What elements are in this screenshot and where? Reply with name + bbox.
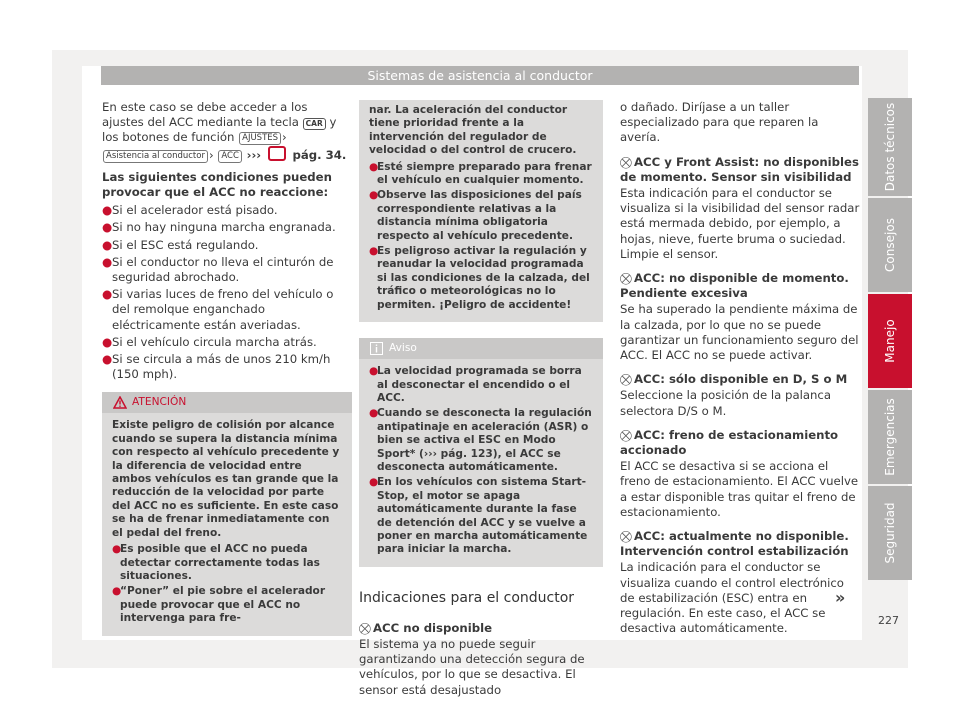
bullet-icon: ●	[369, 476, 379, 489]
tab-seguridad[interactable]: Seguridad	[868, 486, 912, 580]
warning-text: nar. La aceleración del conductor tiene prioridad frente a la intervención del regulador de velocidad o del control de crucero.	[369, 104, 577, 157]
warning-content	[102, 413, 352, 635]
page-number: 227	[878, 614, 899, 627]
warning-label: ATENCIÓN	[132, 396, 187, 409]
notice-header	[359, 338, 603, 359]
tab-datos-tecnicos[interactable]: Datos técnicos	[868, 98, 912, 196]
indication-title: ⛒ ACC: no disponible de momento. Pendiente excesiva	[620, 271, 849, 301]
bullet-icon: ●	[369, 160, 379, 173]
notice-bullet: ● Cuando se desconecta la regulación antipatinaje en aceleración (ASR) o bien se activa el ESC en Modo Sport* (››› pág. 123), el ACC se desconecta automáticamente.	[369, 407, 592, 473]
indication-title: ⛒ ACC y Front Assist: no disponibles de momento. Sensor sin visibilidad	[620, 154, 859, 184]
acc-symbol-icon: ⛒	[620, 529, 632, 544]
column-2	[359, 100, 603, 705]
continue-arrow-icon: »	[835, 588, 846, 607]
indication-title: ⛒ ACC: actualmente no disponible. Intervención control estabilización	[620, 529, 849, 559]
conditions-title: Las siguientes condiciones pueden provocar que el ACC no reaccione:	[102, 169, 332, 200]
notice-label: Aviso	[389, 342, 417, 355]
warning-bullet: ● Observe las disposiciones del país correspondiente relativas a la distancia mínima obligatoria respecto al vehículo precedente.	[369, 189, 582, 242]
indication-title: ⛒ ACC no disponible	[359, 620, 493, 635]
column-3	[620, 100, 860, 644]
list-item: ● Si se circula a más de unos 210 km/h (150 mph).	[102, 352, 331, 382]
key-asistencia: Asistencia al conductor	[103, 150, 208, 163]
tab-manejo[interactable]: Manejo	[868, 294, 912, 388]
notice-content	[359, 359, 603, 567]
notice-bullet: ● La velocidad programada se borra al desconectar el encendido o el ACC.	[369, 365, 582, 404]
warning-triangle-icon	[113, 396, 127, 409]
warning-box-continued	[359, 100, 603, 322]
warning-header	[102, 392, 352, 413]
tab-consejos[interactable]: Consejos	[868, 198, 912, 292]
conditions-list	[102, 203, 352, 382]
key-ajustes: AJUSTES	[239, 132, 281, 145]
indication-text: Esta indicación para el conductor se visualiza si la visibilidad del sensor radar está mermada debido, por ejemplo, a hojas, nieve, fuerte bruma o suciedad. Limpie el sensor.	[620, 186, 860, 261]
bullet-icon: ●	[102, 220, 113, 235]
acc-symbol-icon: ⛒	[620, 271, 632, 286]
bullet-icon: ●	[102, 287, 113, 302]
bullet-icon: ●	[112, 585, 122, 598]
warning-content	[359, 100, 603, 322]
list-item: ● Si varias luces de freno del vehículo o del remolque enganchado eléctricamente están averiadas.	[102, 287, 334, 332]
list-item: ● Si el vehículo circula marcha atrás.	[102, 334, 317, 349]
page-reference[interactable]: pág. 34.	[292, 147, 347, 162]
list-item: ● Si el ESC está regulando.	[102, 237, 259, 252]
bullet-icon: ●	[102, 237, 113, 252]
acc-symbol-icon: ⛒	[620, 154, 632, 169]
warning-bullet: ● Es posible que el ACC no pueda detectar correctamente todas las situaciones.	[112, 543, 320, 582]
bullet-icon: ●	[369, 365, 379, 378]
info-icon	[370, 342, 383, 355]
bullet-icon: ●	[102, 254, 113, 269]
continued-text: o dañado. Diríjase a un taller especializado para que reparen la avería.	[620, 100, 819, 145]
bullet-icon: ●	[369, 407, 379, 420]
warning-bullet: ● Es peligroso activar la regulación y reanudar la velocidad programada si las condiciones de la calzada, del tráfico o meteorológicas no lo permiten. ¡Peligro de accidente!	[369, 245, 590, 311]
indication-text: La indicación para el conductor se visualiza cuando el control electrónico de estabilización (ESC) entra en regulación. En este caso, el ACC se desactiva automáticamente.	[620, 560, 844, 636]
section-title: Indicaciones para el conductor	[359, 589, 575, 606]
indication-text: El sistema ya no puede seguir garantizando una detección segura de vehículos, por lo que se desactiva. El sensor está desajustado	[359, 636, 585, 697]
warning-bullet: ● “Poner” el pie sobre el acelerador puede provocar que el ACC no intervenga para fre-	[112, 585, 326, 625]
acc-symbol-icon: ⛒	[620, 372, 632, 387]
list-item: ● Si el conductor no lleva el cinturón de seguridad abrochado.	[102, 254, 334, 285]
warning-bullet: ● Esté siempre preparado para frenar el vehículo en cualquier momento.	[369, 160, 592, 187]
list-item: ● Si el acelerador está pisado.	[102, 203, 278, 218]
car-key-icon: CAR	[303, 118, 326, 130]
bullet-icon: ●	[102, 352, 113, 367]
crossref-arrows: ›››	[246, 147, 262, 162]
warning-box	[102, 392, 352, 635]
indication-text: El ACC se desactiva si se acciona el freno de estacionamiento. El ACC vuelve a estar disponible tras quitar el freno de estacionamiento.	[620, 459, 859, 519]
acc-symbol-icon: ⛒	[620, 427, 632, 442]
bullet-icon: ●	[369, 189, 379, 202]
intro-paragraph: En este caso se debe acceder a los ajustes del ACC mediante la tecla CAR y los botones de función AJUSTES › Asistencia al conductor › ACC ››› pág. 34.	[102, 100, 347, 162]
list-item: ● Si no hay ninguna marcha engranada.	[102, 220, 336, 235]
bullet-icon: ●	[102, 334, 113, 349]
bullet-icon: ●	[112, 543, 122, 556]
indication-title: ⛒ ACC: sólo disponible en D, S o M	[620, 372, 848, 387]
bullet-icon: ●	[369, 245, 379, 258]
figure-ref-icon	[268, 146, 286, 161]
notice-bullet: ● En los vehículos con sistema Start-Stop, el motor se apaga automáticamente durante la fase de detención del ACC y se vuelve a poner en marcha automáticamente para iniciar la marcha.	[369, 476, 588, 556]
warning-text: Existe peligro de colisión por alcance cuando se supera la distancia mínima con respecto al vehículo precedente y la diferencia de velocidad entre ambos vehículos es tan grande que la reducción de la velocidad por parte del ACC no es suficiente. En este caso se ha de frenar inmediatamente con el pedal del freno.	[112, 419, 340, 539]
key-acc: ACC	[218, 150, 242, 163]
notice-box	[359, 338, 603, 567]
column-1	[102, 100, 352, 636]
indication-text: Se ha superado la pendiente máxima de la calzada, por lo que no se puede garantizar un funcionamiento seguro del ACC. El ACC no se puede activar.	[620, 302, 859, 363]
indication-text: Seleccione la posición de la palanca selectora D/S o M.	[620, 388, 832, 418]
acc-symbol-icon: ⛒	[359, 620, 371, 635]
bullet-icon: ●	[102, 203, 113, 218]
tab-emergencias[interactable]: Emergencias	[868, 390, 912, 484]
indication-title: ⛒ ACC: freno de estacionamiento accionado	[620, 427, 839, 458]
page-header: Sistemas de asistencia al conductor	[101, 66, 859, 85]
